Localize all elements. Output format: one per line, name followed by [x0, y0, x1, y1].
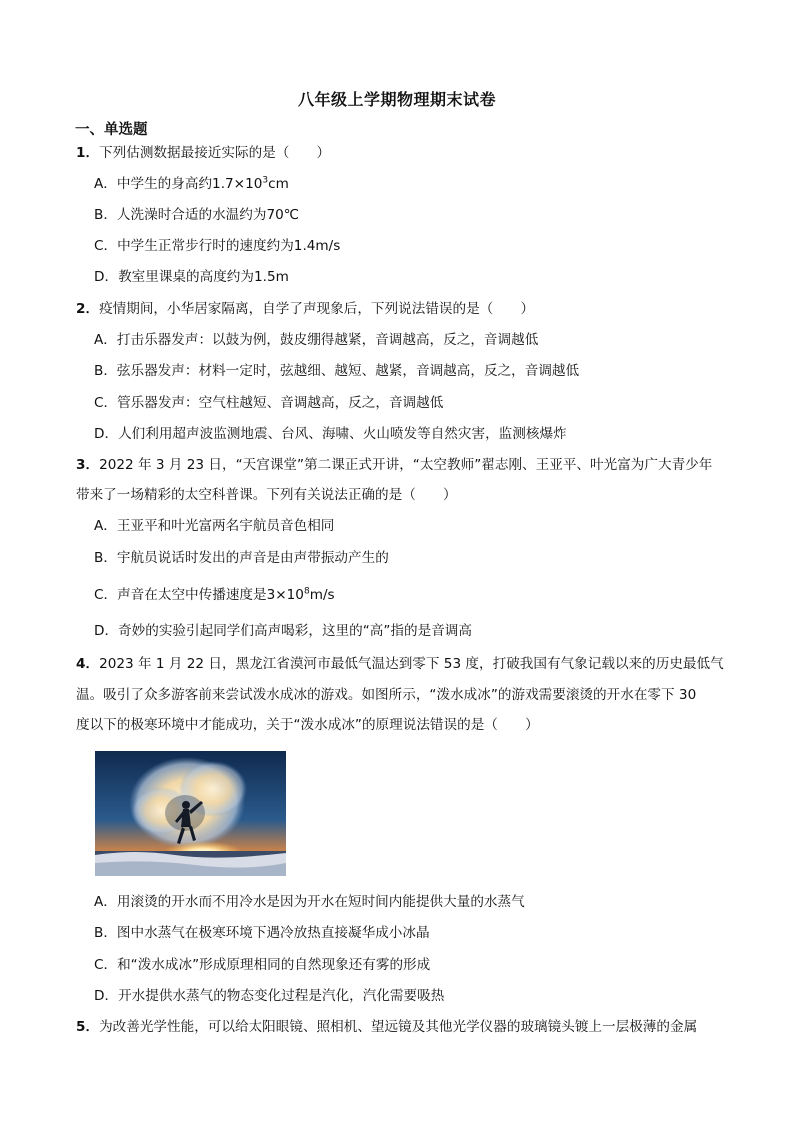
question-3-option-a[interactable]: A．王亚平和叶光富两名宇航员音色相同	[94, 518, 335, 534]
question-number: 2．	[76, 301, 100, 317]
question-1-option-b[interactable]: B．人洗澡时合适的水温约为70℃	[94, 207, 300, 223]
question-4-option-c[interactable]: C．和“泼水成冰”形成原理相同的自然现象还有雾的形成	[94, 957, 431, 973]
question-4-option-b[interactable]: B．图中水蒸气在极寒环境下遇冷放热直接凝华成小冰晶	[94, 925, 430, 941]
question-3-option-c[interactable]: C．声音在太空中传播速度是$3\times 10^8m/s$	[94, 586, 335, 603]
question-number: 1．	[76, 145, 100, 161]
question-3-option-d[interactable]: D．奇妙的实验引起同学们高声喝彩，这里的“高”指的是音调高	[94, 623, 472, 639]
page-title: 八年级上学期物理期末试卷	[297, 90, 496, 109]
question-5-stem: 5．为改善光学性能，可以给太阳眼镜、照相机、望远镜及其他光学仪器的玻璃镜头镀上一层极薄的金属	[76, 1019, 698, 1035]
question-2-option-d[interactable]: D．人们利用超声波监测地震、台风、海啸、火山喷发等自然灾害，监测核爆炸	[94, 426, 567, 442]
question-number: 4．	[76, 656, 100, 672]
question-3-stem: 3．2022 年 3 月 23 日，“天宫课堂”第二课正式开讲，“太空教师”翟志刚、王亚平、叶光富为广大青少年	[76, 457, 713, 473]
question-1-stem: 1．下列估测数据最接近实际的是（ ）	[76, 145, 331, 161]
question-number: 5．	[76, 1019, 100, 1035]
question-4-stem-line-3: 度以下的极寒环境中才能成功，关于“泼水成冰”的原理说法错误的是（ ）	[76, 717, 539, 733]
question-4-option-a[interactable]: A．用滚烫的开水而不用冷水是因为开水在短时间内能提供大量的水蒸气	[94, 894, 525, 910]
question-1-option-a[interactable]: A．中学生的身高约$1.7\times 10^3cm$	[94, 175, 289, 192]
question-4-stem: 4．2023 年 1 月 22 日，黑龙江省漠河市最低气温达到零下 53 度，打破我国有气象记载以来的历史最低气	[76, 656, 724, 672]
question-4-option-d[interactable]: D．开水提供水蒸气的物态变化过程是汽化，汽化需要吸热	[94, 988, 445, 1004]
question-2-option-c[interactable]: C．管乐器发声：空气柱越短、音调越高，反之，音调越低	[94, 395, 444, 411]
question-4-stem-line-2: 温。吸引了众多游客前来尝试泼水成冰的游戏。如图所示，“泼水成冰”的游戏需要滚烫的开水在零下 30	[76, 687, 697, 703]
water-to-ice-photo	[95, 751, 286, 876]
question-3-option-b[interactable]: B．宇航员说话时发出的声音是由声带振动产生的	[94, 550, 389, 566]
question-2-option-a[interactable]: A．打击乐器发声：以鼓为例，鼓皮绷得越紧，音调越高，反之，音调越低	[94, 332, 539, 348]
question-1-option-c[interactable]: C．中学生正常步行时的速度约为1.4m/s	[94, 238, 341, 254]
question-2-option-b[interactable]: B．弦乐器发声：材料一定时，弦越细、越短、越紧，音调越高，反之，音调越低	[94, 363, 580, 379]
question-1-option-d[interactable]: D．教室里课桌的高度约为1.5m	[94, 269, 289, 285]
question-3-stem-line-2: 带来了一场精彩的太空科普课。下列有关说法正确的是（ ）	[76, 487, 457, 503]
question-number: 3．	[76, 457, 100, 473]
question-2-stem: 2．疫情期间，小华居家隔离，自学了声现象后，下列说法错误的是（ ）	[76, 301, 535, 317]
section-heading: 一、单选题	[75, 122, 148, 138]
